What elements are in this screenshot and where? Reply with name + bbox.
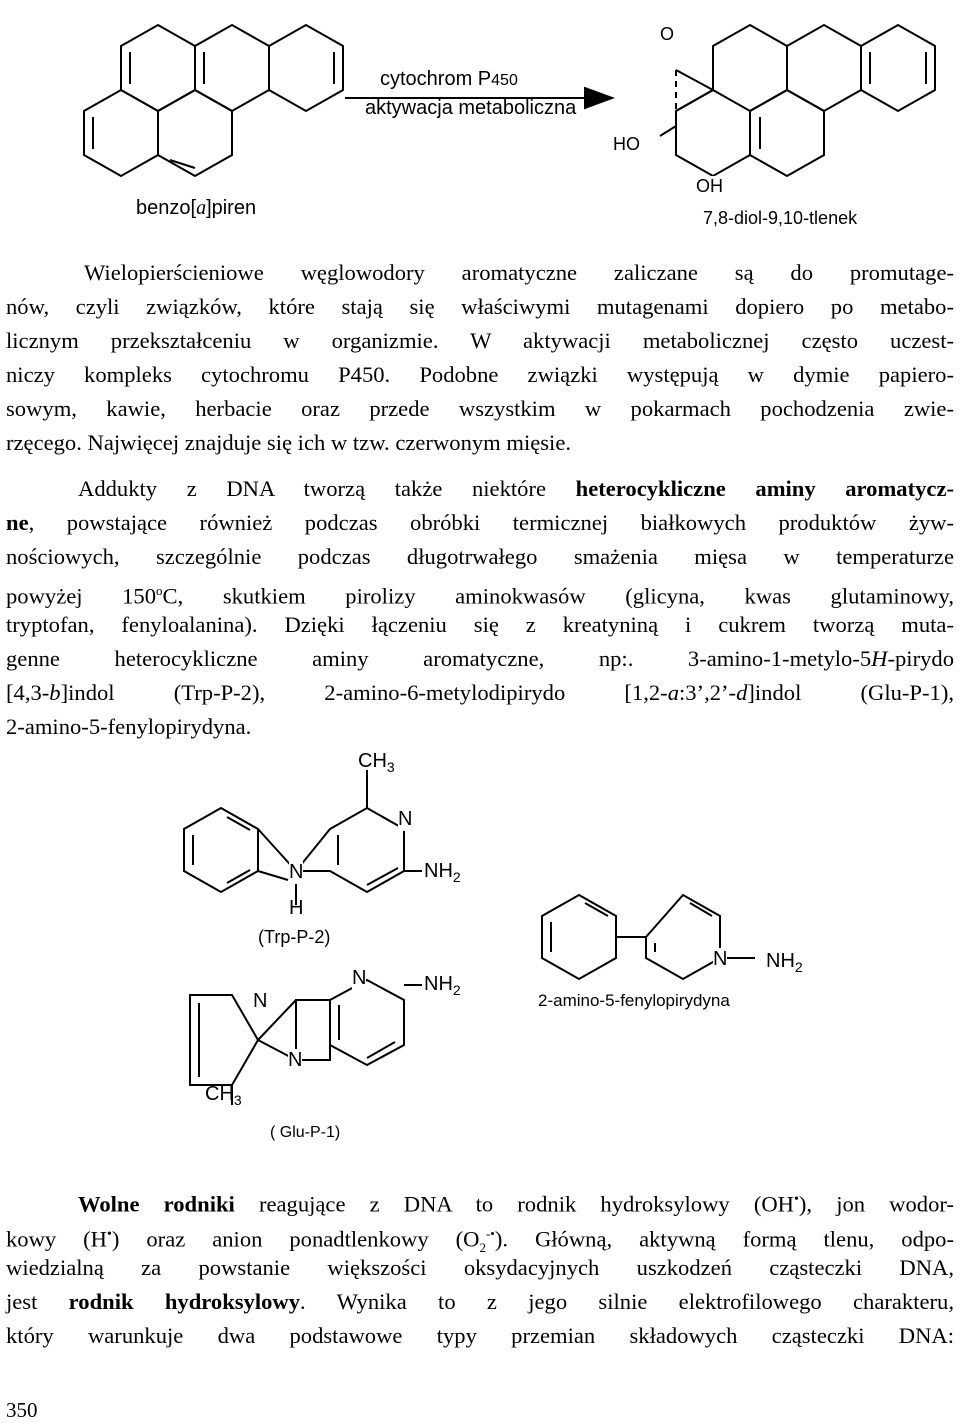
paragraph-1-line: licznym przekształceniu w organizmie. W aktywacji metabolicznej często uczest- [6,328,954,353]
paragraph-2-line: genne heterocykliczne aminy aromatyczne, np:. 3-amino-1-metylo-5H-pirydo [6,646,954,671]
product-name: 7,8-diol-9,10-tlenek [703,208,858,228]
paragraph-3-line: Wolne rodniki reagujące z DNA to rodnik hydroksylowy (OH•), jon wodor- [78,1191,954,1217]
paragraph-2-line: 2-amino-5-fenylopirydyna. [6,714,252,739]
trp-caption: (Trp-P-2) [258,927,331,947]
arrow-top-label: cytochrom P450 [380,68,518,90]
phenylpyridine-nitrogen: N [713,948,728,970]
trp-indole-nitrogen: N [289,861,304,883]
trp-indole-hydrogen: H [289,897,304,919]
paragraph-3-line: który warunkuje dwa podstawowe typy przemian składowych cząsteczki DNA: [6,1323,954,1348]
paragraph-3-line: wiedzialną za powstanie większości oksydacyjnych uszkodzeń cząsteczki DNA, [6,1255,954,1280]
arrow-bottom-label: aktywacja metaboliczna [365,97,577,119]
phenylpyridine-caption: 2-amino-5-fenylopirydyna [538,991,730,1010]
glu-methyl-label: $CH_3$ [205,1083,242,1108]
paragraph-1-line: niczy kompleks cytochromu P450. Podobne związki występują w dymie papiero- [6,362,954,387]
paragraph-1-line: Wielopierścieniowe węglowodory aromatyczne zaliczane są do promutage- [84,260,954,285]
glu-ring-nitrogen-right: N [352,967,367,989]
phenylpyridine-amino-label: $NH_2$ [766,950,803,975]
trp-methyl-label: $CH_3$ [358,750,395,775]
paragraph-2-line: Addukty z DNA tworzą także niektóre heterocykliczne aminy aromatycz- [78,476,954,501]
paragraph-1 [6,256,954,460]
paragraph-1-line: rzęcego. Najwięcej znajduje się ich w tzw. czerwonym mięsie. [6,430,572,455]
paragraph-1-line: sowym, kawie, herbacie oraz przede wszystkim w pokarmach pochodzenia zwie- [6,396,954,421]
glu-caption: ( Glu-P-1) [270,1124,341,1141]
trp-ring-nitrogen: N [398,808,413,830]
paragraph-2-line: tryptofan, fenyloalanina). Dzięki łączeniu się z kreatyniną i cukrem tworzą muta- [6,612,954,637]
epoxide-oxygen-label: O [660,24,675,44]
paragraph-2-line: powyżej 150$^o$C, skutkiem pirolizy aminokwasów (glicyna, kwas glutaminowy, [6,583,954,609]
paragraph-3-line: jest rodnik hydroksylowy. Wynika to z jego silnie elektrofilowego charakteru, [6,1289,954,1314]
glu-ring-nitrogen-left: N [253,990,268,1012]
hydroxyl-label-bottom: OH [696,176,723,196]
paragraph-2 [6,472,954,744]
page-number: 350 [6,1398,38,1422]
trp-amino-label: $NH_2$ [424,860,461,885]
paragraph-3-line: kowy (H•) oraz anion ponadtlenkowy $(O_2^{-•})$. Główną, aktywną formą tlenu, odpo- [6,1226,954,1256]
paragraph-3 [6,1183,954,1353]
paragraph-2-line: [4,3-b]indol (Trp-P-2), 2-amino-6-metylodipirydo [1,2-a:3’,2’-d]indol (Glu-P-1), [6,680,954,705]
benzo-a-pyrene-structure [84,25,343,176]
paragraph-2-line: ne, powstające również podczas obróbki termicznej białkowych produktów żyw- [6,510,954,535]
hydroxyl-label-left: HO [613,134,640,154]
paragraph-2-line: nościowych, szczególnie podczas długotrwałego smażenia mięsa w temperaturze [6,544,954,569]
diol-epoxide-structure [660,25,935,190]
glu-amino-label: $NH_2$ [424,973,461,998]
paragraph-1-line: nów, czyli związków, które stają się właściwymi mutagenami dopiero po metabo- [6,294,954,319]
glu-ring-nitrogen-bottom: N [288,1049,303,1071]
trp-p-2-structure [184,770,422,905]
substrate-name: benzo[a]piren [136,197,257,219]
